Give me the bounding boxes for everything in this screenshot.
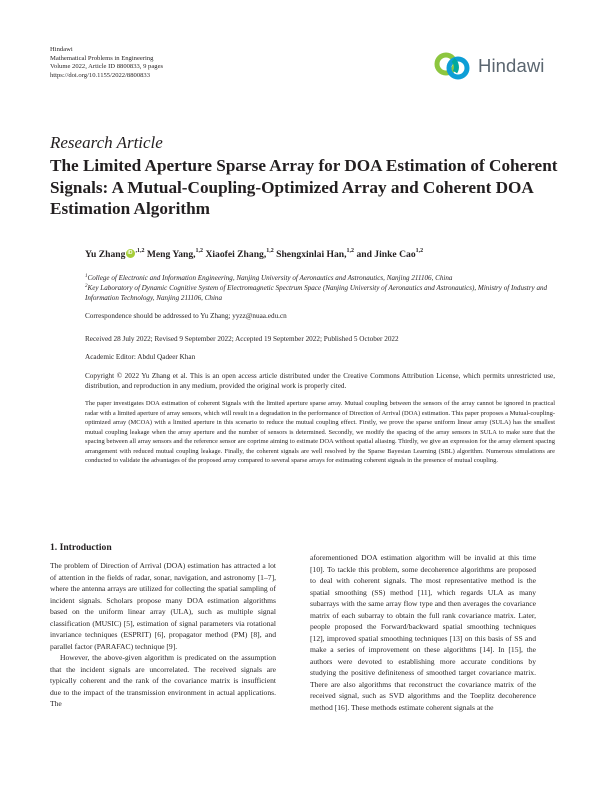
body-column-left (50, 542, 276, 710)
affiliation (85, 282, 555, 303)
hindawi-logo (434, 46, 554, 86)
author-affil-mark: 1,2 (415, 248, 424, 254)
article-title: The Limited Aperture Sparse Array for DOA Estimation of Coherent Signals: A Mutual-Coupling-Optimized Array and Coherent DOA Estimation Algorithm (50, 156, 558, 218)
body-paragraph: However, the above-given algorithm is predicated on the assumption that the incident signals are uncorrelated. The received signals are typically coherent and the rank of the covariance matrix is insufficient due to the impact of the transmission environment in actual applications. The (50, 653, 276, 708)
correspondence: Correspondence should be addressed to Yu Zhang; yyzz@nuaa.edu.cn (85, 312, 287, 320)
author-affil-mark: ,1,2 (135, 248, 145, 254)
hindawi-logo-icon (434, 50, 474, 82)
copyright-notice: Copyright © 2022 Yu Zhang et al. This is an open access article distributed under the Creative Commons Attribution License, which permits unrestricted use, distribution, and reproduction in any medium, provided the original work is properly cited. (85, 372, 555, 391)
section-heading: 1. Introduction (50, 542, 112, 553)
affiliation-number: 2 (85, 284, 88, 289)
journal-name: Mathematical Problems in Engineering (50, 54, 154, 62)
author-list (85, 248, 423, 260)
publisher-name: Hindawi (50, 46, 73, 53)
publication-dates: Received 28 July 2022; Revised 9 September 2022; Accepted 19 September 2022; Published 5 October 2022 (85, 335, 399, 343)
body-paragraph: The problem of Direction of Arrival (DOA) estimation has attracted a lot of attention in the fields of radar, sonar, navigation, and astronomy [1–7], where the antenna arrays are utilized for collecting the spatial sampling of incident signals. Scholars propose many DOA estimation algorithms based on the uniform linear array (ULA), such as multiple signal classification (MUSIC) [5], estimation of signal parameters via rotational invariance techniques (ESPRIT) [6], propagator method (PM) [8], and parallel factor (PARAFAC) technique [9]. (50, 561, 276, 651)
orcid-icon[interactable] (126, 249, 135, 258)
volume-line: Volume 2022, Article ID 8800833, 9 pages (50, 63, 164, 71)
author-name[interactable]: and Jinke Cao (356, 249, 416, 260)
affiliation-number: 1 (85, 274, 88, 279)
author-name[interactable]: Meng Yang, (146, 249, 196, 260)
article-type: Research Article (50, 133, 163, 152)
author-name[interactable]: Yu Zhang (85, 249, 126, 260)
logo-wordmark: Hindawi (478, 55, 545, 76)
journal-header (50, 46, 163, 80)
author-affil-mark: 1,2 (195, 248, 204, 254)
doi-link[interactable]: https://doi.org/10.1155/2022/8800833 (50, 71, 151, 79)
abstract: The paper investigates DOA estimation of coherent Signals with the limited aperture sparse array. Mutual coupling between the sensors of the array cannot be ignored in practical radar with a limited aperture of array sensors, which will result in a degradation in the performance of Direction of Arrival (DOA) estimation. This paper proposes a Mutual-coupling-optimized array (MCOA) with a limited aperture in this scenario to reduce the mutual coupling effect. Firstly, we prove the sparse uniform linear array (SULA) has the smallest mutual coupling leakage when the array aperture and the number of sensors is determined. Secondly, we modify the spacing of the array sensors in SULA to make sure that the spacing between all array sensors and the reference sensor are coprime aiming to estimate DOA without spatial aliasing. Thirdly, we give an expression for the array element spacing arrangement with reduced mutual coupling leakage. Finally, the coherent signals are well resolved by the Sparse Bayesian Learning (SBL) algorithm. Numerous simulations are conducted to validate the advantages of the proposed array compared to several sparse arrays for estimating coherent signals in the presence of mutual coupling. (85, 400, 555, 464)
body-paragraph: aforementioned DOA estimation algorithm will be invalid at this time [10]. To tackle this problem, some decoherence algorithms are proposed to deal with coherent signals. The most representative method is the spatial smoothing (SS) method [11], which regards ULA as many subarrays with the same array flow type and then averages the covariance matrix of each subarray to obtain the full rank covariance matrix. Later, people proposed the Forward/backward spatial smoothing techniques [12], improved spatial smoothing techniques [13] on this basis of SS and make a series of improvement on these algorithms [14]. In [15], the authors were devoted to establishing more accurate conditions by studying the positive definiteness of smoothed target covariance matrix. There are also algorithms that reconstruct the covariance matrix of the received signal, such as SVD algorithms and the Toeplitz decoherence method [16]. These methods estimate coherent signals at the (310, 553, 536, 712)
affiliation-text: Key Laboratory of Dynamic Cognitive System of Electromagnetic Spectrum Space (Nanjing University of Aeronautics and Astronautics), Ministry of Industry and Information Technology, Nanjing 211106, China (85, 284, 548, 302)
author-affil-mark: 1,2 (346, 248, 355, 254)
academic-editor: Academic Editor: Abdul Qadeer Khan (85, 353, 196, 361)
affiliation-text: College of Electronic and Information Engineering, Nanjing University of Aeronautics and Astronautics, Nanjing 211106, China (87, 274, 453, 282)
body-column-right (310, 552, 536, 713)
author-name[interactable]: Xiaofei Zhang, (205, 249, 267, 260)
author-affil-mark: 1,2 (266, 248, 274, 254)
author-name[interactable]: Shengxinlai Han, (276, 249, 347, 260)
